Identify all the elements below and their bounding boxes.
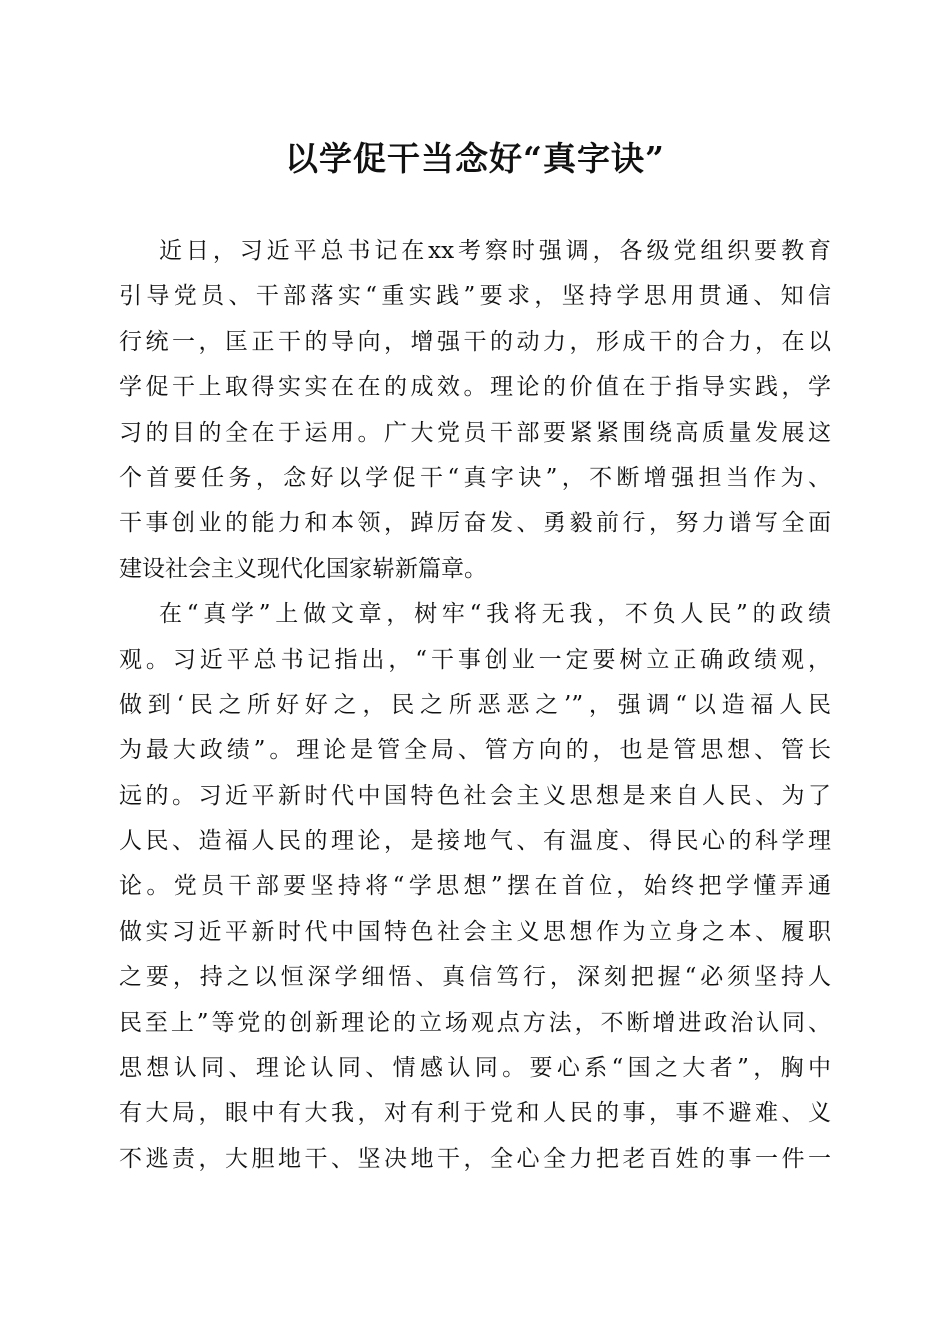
text-line: 远的。习近平新时代中国特色社会主义思想是来自人民、为了: [119, 782, 831, 809]
text-line: 论。党员干部要坚持将“学思想”摆在首位，始终把学懂弄通: [119, 873, 831, 900]
text-line: 习的目的全在于运用。广大党员干部要紧紧围绕高质量发展这: [119, 419, 831, 446]
text-line: 不逃责，大胆地干、坚决地干，全心全力把老百姓的事一件一: [119, 1145, 831, 1172]
text-line: 近日，习近平总书记在xx考察时强调，各级党组织要教育: [159, 238, 831, 264]
text-line: 做实习近平新时代中国特色社会主义思想作为立身之本、履职: [119, 918, 831, 945]
paragraph-2: [119, 592, 831, 1182]
document-title: 以学促干当念好“真字诀”: [285, 139, 665, 178]
document-body: [119, 229, 831, 1182]
text-line: 建设社会主义现代化国家崭新篇章。: [119, 555, 487, 582]
text-line: 行统一，匡正干的导向，增强干的动力，形成干的合力，在以: [119, 328, 831, 355]
text-line: 做到‘民之所好好之，民之所恶恶之’”，强调“以造福人民: [119, 691, 831, 718]
text-line: 民至上”等党的创新理论的立场观点方法，不断增进政治认同、: [119, 1009, 831, 1036]
text-line: 观。习近平总书记指出，“干事创业一定要树立正确政绩观，: [119, 646, 831, 673]
text-line: 个首要任务，念好以学促干“真字诀”，不断增强担当作为、: [119, 464, 831, 491]
text-line: 之要，持之以恒深学细悟、真信笃行，深刻把握“必须坚持人: [119, 964, 831, 991]
text-line: 干事创业的能力和本领，踔厉奋发、勇毅前行，努力谱写全面: [119, 510, 831, 537]
text-line: 人民、造福人民的理论，是接地气、有温度、得民心的科学理: [119, 828, 831, 855]
text-line: 学促干上取得实实在在的成效。理论的价值在于指导实践，学: [119, 374, 831, 401]
paragraph-1: [119, 229, 831, 592]
text-line: 在“真学”上做文章，树牢“我将无我，不负人民”的政绩: [159, 601, 831, 628]
text-line: 有大局，眼中有大我，对有利于党和人民的事，事不避难、义: [119, 1100, 831, 1127]
text-line: 思想认同、理论认同、情感认同。要心系“国之大者”，胸中: [119, 1055, 831, 1082]
text-line: 引导党员、干部落实“重实践”要求，坚持学思用贯通、知信: [119, 283, 831, 310]
text-line: 为最大政绩”。理论是管全局、管方向的，也是管思想、管长: [119, 737, 831, 764]
